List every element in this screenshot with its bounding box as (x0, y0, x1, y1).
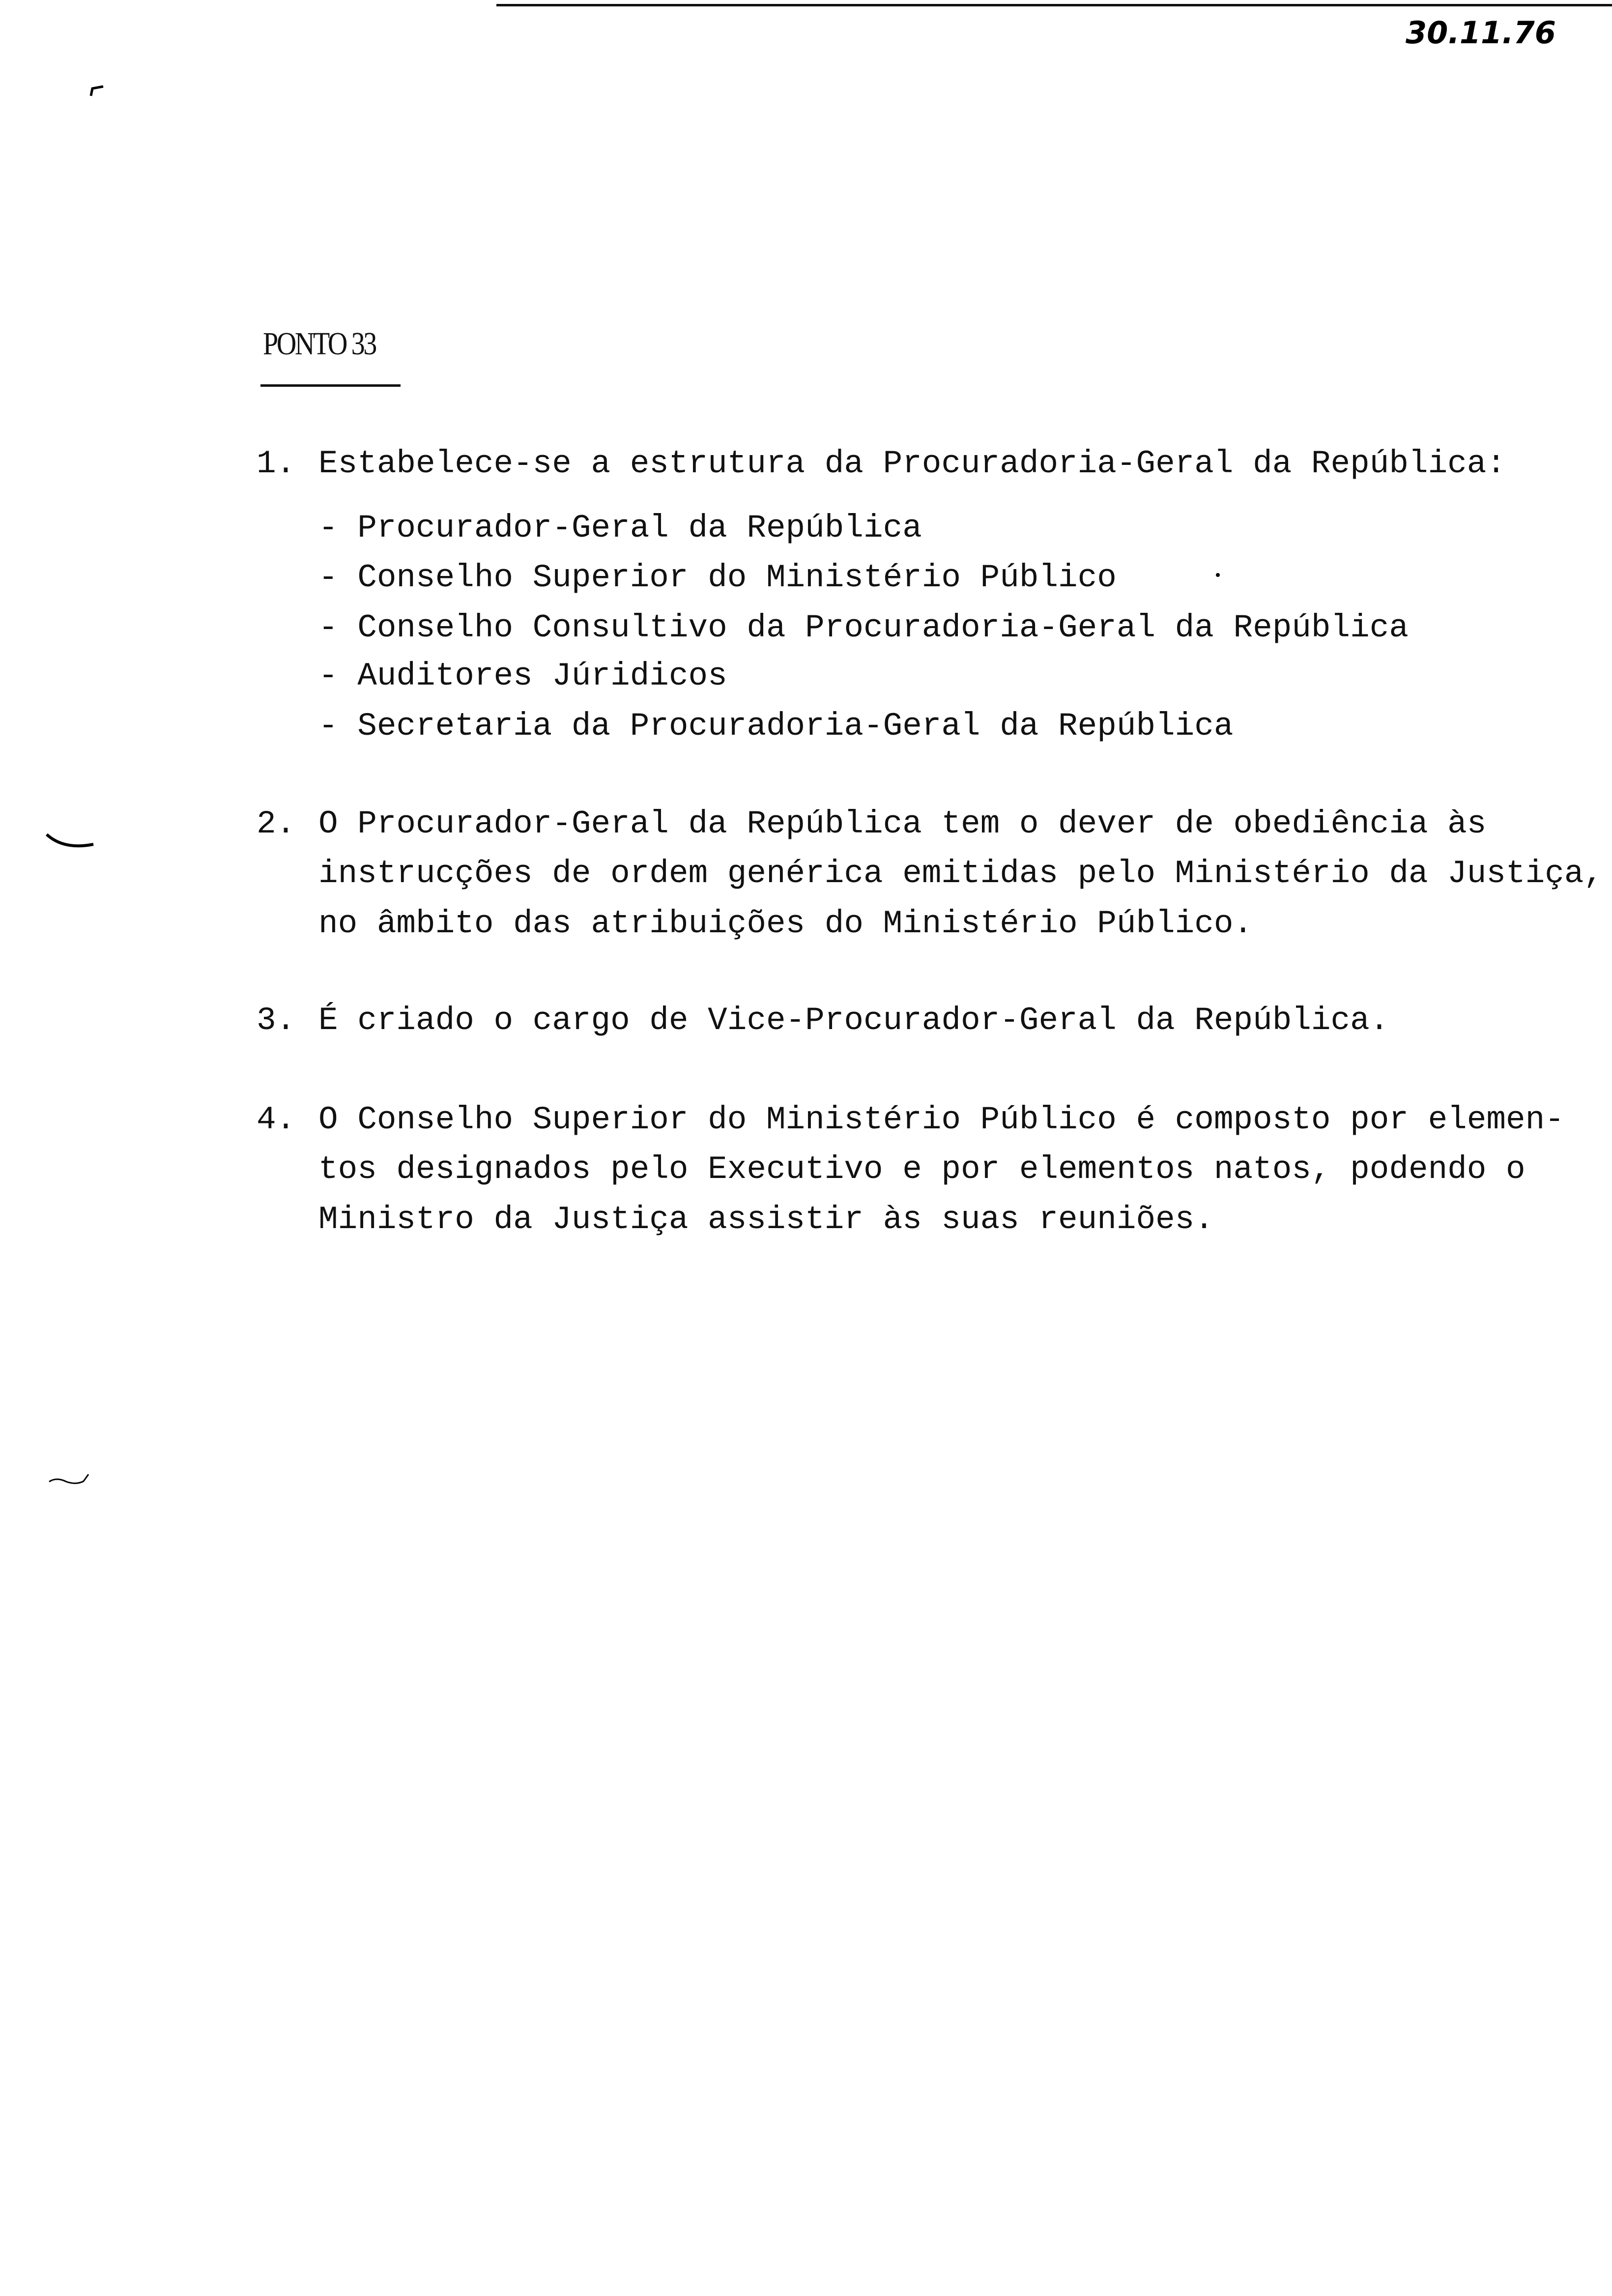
subitem: - Conselho Consultivo da Procuradoria-Geral da República (318, 609, 1409, 646)
item-line: É criado o cargo de Vice-Procurador-Geral da República. (318, 1002, 1389, 1039)
title-underline (260, 384, 401, 387)
subitem: - Auditores Júridicos (318, 658, 727, 694)
subitem: - Secretaria da Procuradoria-Geral da República (318, 708, 1234, 745)
margin-mark (88, 84, 108, 98)
stray-dot (1215, 572, 1221, 578)
subitem: - Procurador-Geral da República (318, 510, 922, 546)
item-line: no âmbito das atribuições do Ministério Público. (318, 905, 1253, 942)
item-number: 2. (257, 805, 296, 842)
item-line: O Procurador-Geral da República tem o dever de obediência às (318, 805, 1487, 842)
item-line: O Conselho Superior do Ministério Público é composto por elemen- (318, 1101, 1564, 1138)
margin-mark (44, 831, 98, 855)
item-line: tos designados pelo Executivo e por elementos natos, podendo o (318, 1151, 1526, 1188)
item-number: 1. (257, 445, 296, 482)
item-number: 3. (257, 1002, 296, 1039)
item-number: 4. (257, 1101, 296, 1138)
top-border-line (496, 4, 1612, 6)
item-line: Estabelece-se a estrutura da Procuradoria-Geral da República: (318, 445, 1506, 482)
handwritten-date: 30.11.76 (1406, 15, 1556, 51)
item-line: instrucções de ordem genérica emitidas pelo Ministério da Justiça, (318, 855, 1604, 892)
item-line: Ministro da Justiça assistir às suas reuniões. (318, 1201, 1214, 1238)
margin-mark (47, 1469, 96, 1489)
subitem: - Conselho Superior do Ministério Público (318, 559, 1117, 596)
page-title: PONTO 33 (263, 326, 375, 362)
